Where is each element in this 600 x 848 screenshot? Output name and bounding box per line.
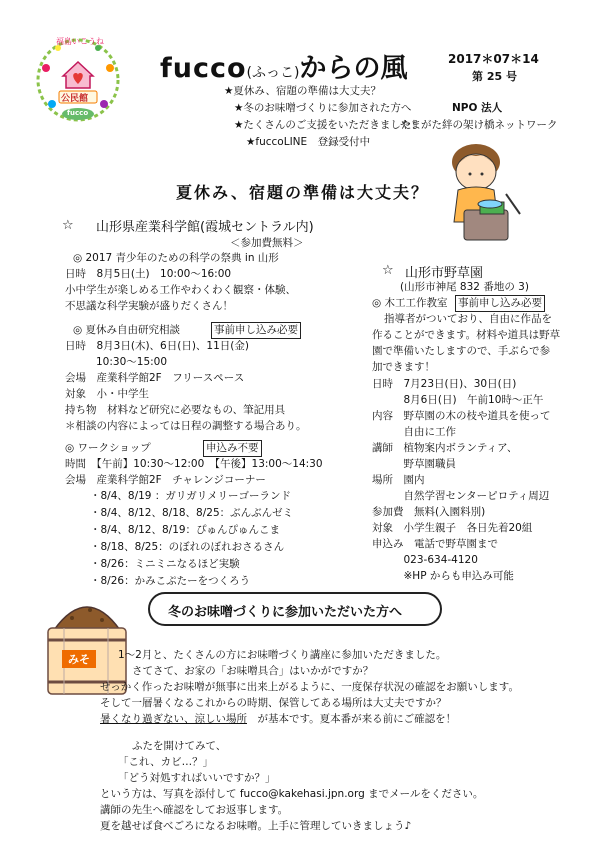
- workshop-item: ・8/4、8/19 ：ガリガリメリーゴーランド: [90, 490, 291, 502]
- research-note: ＊相談の内容によっては日程の調整する場合あり。: [65, 420, 307, 432]
- park-detail: 申込み 電話で野草園まで: [372, 538, 498, 550]
- research-target: 対象 小・中学生: [65, 388, 149, 400]
- park-detail: 参加費 無料(入園料別): [372, 506, 486, 518]
- header-bullet: ★夏休み、宿題の準備は大丈夫？: [224, 85, 382, 97]
- issue-date: 2017＊07＊14: [448, 52, 539, 66]
- logo-brand: fucco: [67, 109, 89, 117]
- research-date: 日時 8月3日(木)、6日(日)、11日(金): [65, 340, 249, 352]
- miso-banner: [148, 592, 442, 626]
- park-detail: 野草園職員: [372, 458, 456, 470]
- research-venue: 会場 産業科学館2F フリースペース: [65, 372, 245, 384]
- park-detail: 対象 小学生親子 各日先着20組: [372, 522, 533, 534]
- miso-banner-text: 冬のお味噌づくりに参加いただいた方へ: [168, 605, 403, 620]
- park-badge: 事前申し込み必要: [455, 295, 545, 312]
- park-title: 山形市野草園: [405, 266, 484, 281]
- festival-title: ◎ 2017 青少年のための科学の祭典 in 山形: [73, 252, 279, 264]
- workshop-item: ・8/4、8/12、8/19：ぴゅんぴゅんこま: [90, 524, 281, 536]
- miso-paragraph-line: 1～2月と、たくさんの方にお味噌づくり講座に参加いただきました。: [118, 649, 447, 661]
- festival-date: 日時 8月5日(土) 10:00～16:00: [65, 268, 232, 280]
- park-detail: 場所 園内: [372, 474, 425, 486]
- miso-barrel-label: みそ: [68, 653, 90, 666]
- miso-paragraph-line: そして一層暑くなるこれからの時期、保管してある場所は大丈夫ですか？: [100, 697, 447, 709]
- main-headline: 夏休み、宿題の準備は大丈夫？: [176, 183, 429, 202]
- park-detail: 023-634-4120: [372, 554, 478, 566]
- park-detail: ※HP からも申込み可能: [372, 570, 514, 582]
- park-detail: 内容 野草園の木の枝や道具を使って: [372, 410, 551, 422]
- workshop-time: 時間 【午前】10:30～12:00 【午後】13:00～14:30: [65, 458, 323, 470]
- title-tail: からの風: [299, 53, 408, 84]
- park-star-icon: ☆: [382, 263, 394, 278]
- boy-illustration: [428, 140, 538, 250]
- park-desc: 加できます！: [372, 361, 435, 373]
- park-detail: 8月6日(日) 午前10時～正午: [372, 394, 544, 406]
- workshop-item: ・8/18、8/25：のぼれのぼれおさるさん: [90, 541, 285, 553]
- miso-paragraph-line: という方は、写真を添付して fucco@kakehasi.jpn.org までメールをください。: [100, 788, 484, 800]
- title-main: fucco: [160, 53, 247, 84]
- workshop-badge: 申込み不要: [203, 440, 262, 457]
- park-detail: 講師 植物案内ボランティア、: [372, 442, 518, 454]
- park-class-title: ◎ 木工工作教室: [372, 297, 448, 309]
- workshop-venue: 会場 産業科学館2F チャレンジコーナー: [65, 474, 266, 486]
- title-paren: (ふっこ): [246, 65, 300, 81]
- header-bullet: ★冬のお味噌づくりに参加された方へ: [234, 102, 412, 114]
- park-desc: 園で準備いたしますので、手ぶらで参: [372, 345, 551, 357]
- miso-paragraph-line: 夏を越せば食べごろになるお味噌。上手に管理していきましょう♪: [100, 820, 412, 832]
- park-detail: 日時 7月23日(日)、30日(日): [372, 378, 517, 390]
- miso-emphasis: 暑くなり過ぎない、涼しい場所: [100, 713, 247, 725]
- workshop-item: ・8/26：かみこぷたーをつくろう: [90, 575, 251, 587]
- boy-studying-icon: [428, 140, 538, 250]
- park-address: (山形市神尾 832 番地の 3): [400, 281, 529, 293]
- miso-paragraph-line: [100, 712, 456, 727]
- museum-star-icon: ☆: [62, 218, 74, 233]
- logo-arc-text: 福島いこうね: [56, 37, 104, 46]
- park-detail: 自由に工作: [372, 426, 456, 438]
- issue-number: 第 25 号: [472, 70, 517, 83]
- miso-emphasis-rest: が基本です。夏本番が来る前にご確認を！: [257, 713, 457, 725]
- festival-desc: 小中学生が楽しめる工作やわくわく観察・体験、: [65, 284, 296, 296]
- museum-note: ＜参加費無料＞: [230, 237, 304, 249]
- org-name-line1: NPO 法人: [452, 102, 503, 114]
- miso-paragraph-line: 「どう対処すればいいですか？」: [118, 772, 276, 784]
- workshop-item: ・8/26：ミニミニなるほど実験: [90, 558, 240, 570]
- miso-paragraph-line: 「これ、カビ…？」: [118, 756, 214, 768]
- logo-badge: 公民館: [61, 94, 89, 104]
- park-desc: 指導者がついており、自由に作品を: [384, 313, 552, 325]
- museum-title: 山形県産業科学館(霞城セントラル内): [96, 220, 314, 235]
- page-title: [160, 46, 407, 85]
- logo: [28, 28, 128, 128]
- header-bullet: ★たくさんのご支援をいただきました！: [234, 119, 422, 131]
- research-title: ◎ 夏休み自由研究相談: [73, 324, 180, 336]
- miso-paragraph-line: 講師の先生へ確認をしてお返事します。: [100, 804, 289, 816]
- park-desc: 作ることができます。材料や道具は野草: [372, 329, 561, 341]
- org-name-line2: やまがた絆の架け橋ネットワーク: [400, 119, 558, 131]
- research-items: 持ち物 材料など研究に必要なもの、筆記用具: [65, 404, 286, 416]
- miso-paragraph-line: さてさて、お家の「お味噌具合」はいかがですか？: [132, 665, 374, 677]
- miso-paragraph-line: ふたを開けてみて、: [132, 740, 227, 752]
- research-time: 10:30～15:00: [96, 356, 168, 368]
- festival-desc: 不思議な科学実験が盛りだくさん！: [65, 300, 233, 312]
- park-detail: 自然学習センターピロティ周辺: [372, 490, 550, 502]
- miso-paragraph-line: せっかく作ったお味噌が無事に出来上がるように、一度保存状況の確認をお願いします。: [100, 681, 519, 693]
- workshop-item: ・8/4、8/12、8/18、8/25：ぶんぶんゼミ: [90, 507, 294, 519]
- header-bullet: ★fuccoLINE 登録受付中: [246, 136, 371, 148]
- workshop-title: ◎ ワークショップ: [65, 442, 151, 454]
- research-badge: 事前申し込み必要: [211, 322, 301, 339]
